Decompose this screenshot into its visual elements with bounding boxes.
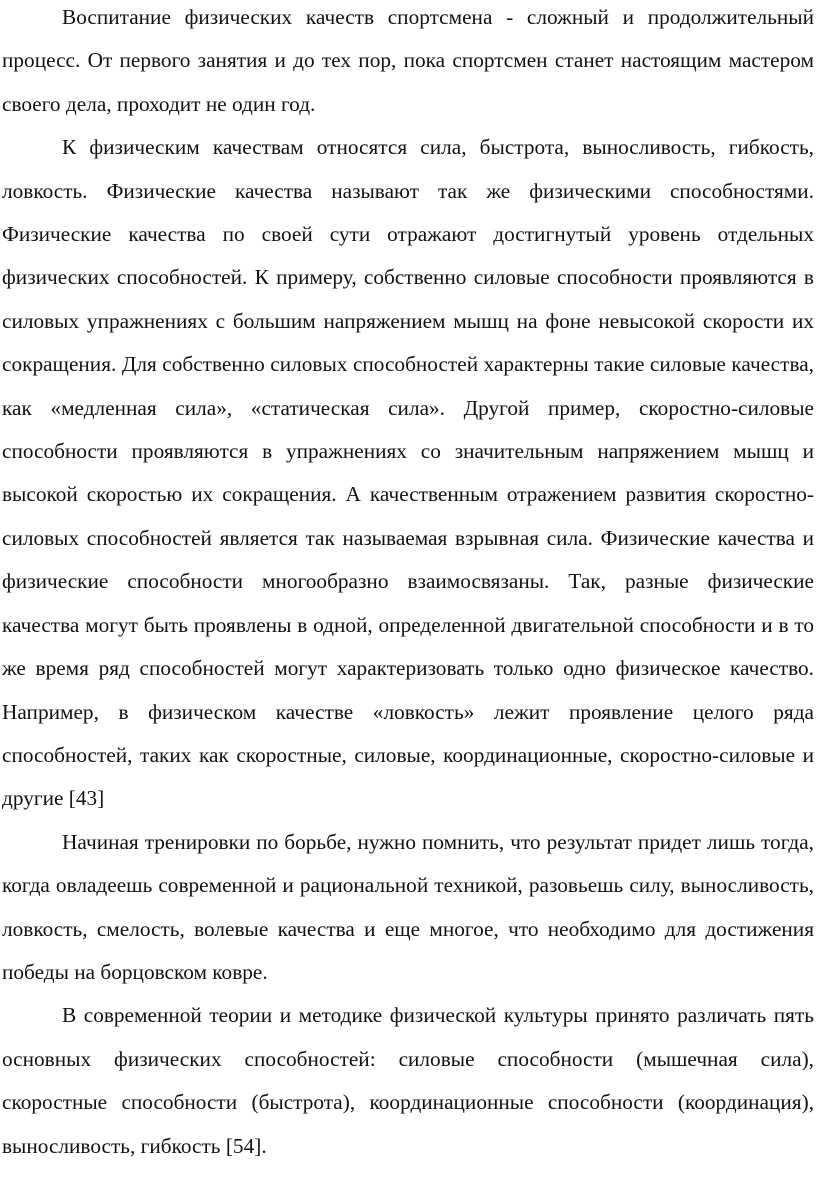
paragraph-1: Воспитание физических качеств спортсмена - сложный и продолжительный процесс. От первого занятия и до тех пор, пока спортсмен станет настоящим мастером своего дела, проходит не один год.: [2, 5, 814, 116]
paragraph-3: Начиная тренировки по борьбе, нужно помнить, что результат придет лишь тогда, когда овладеешь современной и рациональной техникой, разовьешь силу, выносливость, ловкость, смелость, волевые качества и еще многое, что необходимо для достижения победы на борцовском ковре.: [2, 829, 814, 984]
paragraph-2: К физическим качествам относятся сила, быстрота, выносливость, гибкость, ловкость. Физические качества называют так же физическими способностями. Физические качества по своей сути отражают достигнутый уровень отдельных физических способностей. К примеру, собственно силовые способности проявляются в силовых упражнениях с большим напряжением мышц на фоне невысокой скорости их сокращения. Для собственно силовых способностей характерны такие силовые качества, как «медленная сила», «статическая сила». Другой пример, скоростно-силовые способности проявляются в упражнениях со значительным напряжением мышц и высокой скоростью их сокращения. А качественным отражением развития скоростно-силовых способностей является так называемая взрывная сила. Физические качества и физические способности многообразно взаимосвязаны. Так, разные физические качества могут быть проявлены в одной, определенной двигательной способности и в то же время ряд способностей могут характеризовать только одно физическое качество. Например, в физическом качестве «ловкость» лежит проявление целого ряда способностей, таких как скоростные, силовые, координационные, скоростно-силовые и другие [43]: [2, 135, 814, 811]
paragraph-4: В современной теории и методике физической культуры принято различать пять основных физических способностей: силовые способности (мышечная сила), скоростные способности (быстрота), координационные способности (координация), выносливость, гибкость [54].: [2, 1003, 814, 1158]
